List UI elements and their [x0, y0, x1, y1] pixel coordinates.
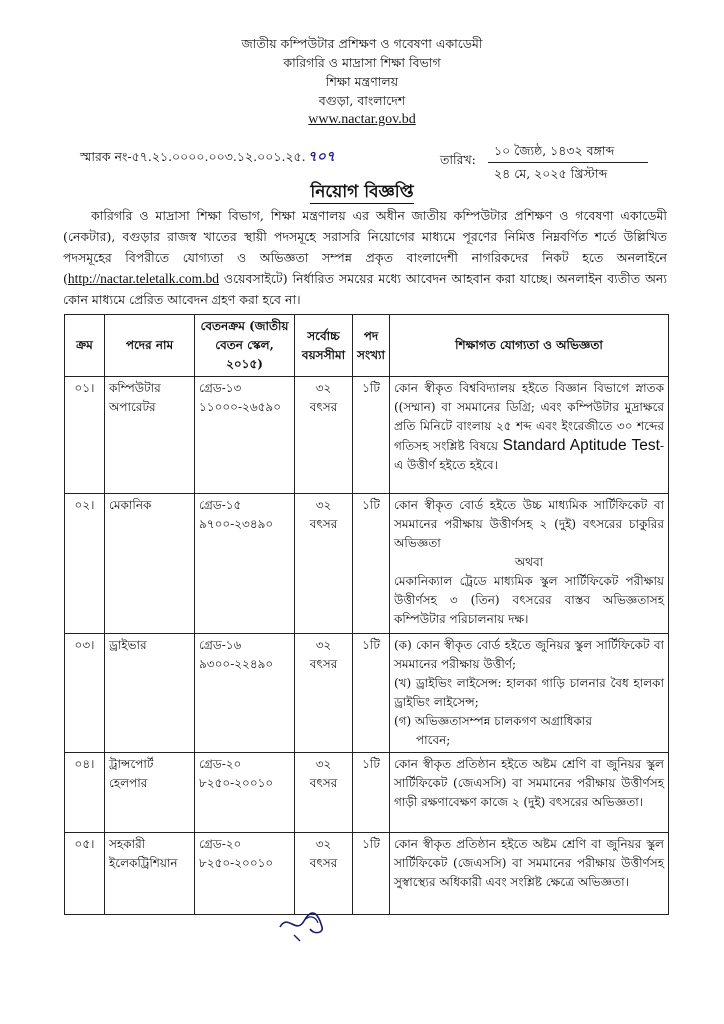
row-count: ১টি	[353, 833, 390, 915]
col-serial: ক্রম	[65, 315, 105, 377]
col-age: সর্বোচ্চ বয়সসীমা	[295, 315, 353, 377]
row-serial: ০১।	[65, 377, 105, 494]
row-count: ১টি	[353, 377, 390, 494]
date-english: ২৪ মে, ২০২৫ খ্রিস্টাব্দ	[494, 166, 608, 181]
table-row	[65, 753, 669, 833]
signature-icon	[274, 905, 338, 945]
table-row	[65, 634, 669, 753]
row-age: ৩২ বৎসর	[295, 753, 353, 833]
row-qualification: কোন স্বীকৃত প্রতিষ্ঠান হইতে অষ্টম শ্রেণি বা জুনিয়র স্কুল সার্টিফিকেট (জেএসসি) বা সমমানের পরীক্ষায় উত্তীর্ণসহ গাড়ী রক্ষণাবেক্ষণ কাজে ২ (দুই) বৎসরের অভিজ্ঞতা।	[390, 753, 669, 833]
date-label: তারিখ:	[440, 152, 476, 167]
row-count: ১টি	[353, 753, 390, 833]
row-qualification: কোন স্বীকৃত প্রতিষ্ঠান হইতে অষ্টম শ্রেণি বা জুনিয়র স্কুল সার্টিফিকেট (জেএসসি) বা সমমানের পরীক্ষায় উত্তীর্ণসহ সুস্বাস্থ্যের অধিকারী এবং সংশ্লিষ্ট ক্ষেত্রে অভিজ্ঞতা।	[390, 833, 669, 915]
row-post: ড্রাইভার	[105, 634, 195, 753]
col-post: পদের নাম	[105, 315, 195, 377]
row-scale: গ্রেড-১৫ ৯৭০০-২৩৪৯০	[195, 494, 295, 634]
col-scale: বেতনক্রম (জাতীয় বেতন স্কেল, ২০১৫)	[195, 315, 295, 377]
row-post: কম্পিউটার অপারেটর	[105, 377, 195, 494]
row-qualification: কোন স্বীকৃত বিশ্ববিদ্যালয় হইতে বিজ্ঞান বিভাগে স্নাতক ((সম্মান) বা সমমানের ডিগ্রি; এবং কম্পিউটার মুদ্রাক্ষরে প্রতি মিনিটে বাংলায় ২৫ শব্দ এবং ইংরেজীতে ৩০ শব্দের গতিসহ সংশ্লিষ্ট বিষয়ে Standard Aptitude Test-এ উত্তীর্ণ হইতে হইবে।	[390, 377, 669, 494]
memo-ref-label: স্মারক নং-৫৭.২১.০০০০.০০৩.১২.০০১.২৫.	[80, 149, 306, 164]
memo-handwritten-number: ৭০৭	[307, 149, 335, 165]
row-scale: গ্রেড-২০ ৮২৫০-২০০১০	[195, 753, 295, 833]
col-count: পদ সংখ্যা	[353, 315, 390, 377]
teletalk-link[interactable]: http://nactar.teletalk.com.bd	[67, 271, 219, 286]
row-post: ট্রান্সপোর্ট হেলপার	[105, 753, 195, 833]
signature-mark	[274, 905, 338, 945]
or-separator: অথবা	[514, 555, 544, 569]
table-row	[65, 833, 669, 915]
intro-text-2: ওয়েবসাইটে) নির্ধারিত সময়ের মধ্যে আবেদন আহবান করা যাচ্ছে। অনলাইন ব্যতীত অন্য কোন মাধ্যমে প্রেরিত আবেদন গ্রহণ করা হবে না।	[63, 271, 667, 307]
row-qualification: কোন স্বীকৃত বোর্ড হইতে উচ্চ মাধ্যমিক সার্টিফিকেট বা সমমানের পরীক্ষায় উত্তীর্ণসহ ২ (দুই) বৎসরের চাকুরির অভিজ্ঞতা অথবা মেকানিক্যাল ট্রেডে মাধ্যমিক স্কুল সার্টিফিকেট পরীক্ষায় উত্তীর্ণসহ ৩ (তিন) বৎসরের বাস্তব অভিজ্ঞতাসহ কম্পিউটার পরিচালনায় দক্ষ।	[390, 494, 669, 634]
row-age: ৩২ বৎসর	[295, 833, 353, 915]
row-age: ৩২ বৎসর	[295, 494, 353, 634]
location: বগুড়া, বাংলাদেশ	[318, 93, 406, 108]
row-age: ৩২ বৎসর	[295, 634, 353, 753]
col-qualification: শিক্ষাগত যোগ্যতা ও অভিজ্ঞতা	[390, 315, 669, 377]
notice-title: নিয়োগ বিজ্ঞপ্তি	[310, 182, 414, 202]
row-count: ১টি	[353, 494, 390, 634]
ministry-name: শিক্ষা মন্ত্রণালয়	[325, 74, 399, 89]
row-serial: ০৩।	[65, 634, 105, 753]
intro-paragraph	[63, 205, 667, 310]
division-name: কারিগরি ও মাদ্রাসা শিক্ষা বিভাগ	[283, 55, 441, 70]
row-serial: ০৪।	[65, 753, 105, 833]
row-count: ১টি	[353, 634, 390, 753]
row-scale: গ্রেড-২০ ৮২৫০-২০০১০	[195, 833, 295, 915]
row-post: মেকানিক	[105, 494, 195, 634]
table-row	[65, 494, 669, 634]
row-scale: গ্রেড-১৩ ১১০০০-২৬৫৯০	[195, 377, 295, 494]
date-bangla: ১০ জ্যৈষ্ঠ, ১৪৩২ বঙ্গাব্দ	[488, 140, 648, 163]
website-link[interactable]: www.nactar.gov.bd	[308, 112, 416, 127]
row-serial: ০৫।	[65, 833, 105, 915]
table-row	[65, 377, 669, 494]
intro-text-1: কারিগরি ও মাদ্রাসা শিক্ষা বিভাগ, শিক্ষা মন্ত্রণালয় এর অধীন জাতীয় কম্পিউটার প্রশিক্ষণ ও গবেষণা একাডেমী (নেকটার), বগুড়ার রাজস্ব খাতের স্থায়ী পদসমূহে সরাসরি নিয়োগের মাধ্যমে পূরণের নিমিত্ত নিম্নবর্ণিত শর্তে উল্লিখিত পদসমূহের বিপরীতে যোগ্যতা ও অভিজ্ঞতা সম্পন্ন প্রকৃত বাংলাদেশী নাগরিকদের নিকট হতে অনলাইনে (	[63, 208, 667, 286]
aptitude-test-text: Standard Aptitude Test	[502, 437, 660, 454]
table-header-row	[65, 315, 669, 377]
row-qualification: (ক) কোন স্বীকৃত বোর্ড হইতে জুনিয়র স্কুল সার্টিফিকেট বা সমমানের পরীক্ষায় উত্তীর্ণ; (খ) ড্রাইভিং লাইসেন্স: হালকা গাড়ি চালনার বৈধ হালকা ড্রাইভিং লাইসেন্স; (গ) অভিজ্ঞতাসম্পন্ন চালকগণ অগ্রাধিকার পাবেন;	[390, 634, 669, 753]
letterhead	[0, 34, 724, 129]
row-post: সহকারী ইলেকট্রিশিয়ান	[105, 833, 195, 915]
org-name: জাতীয় কম্পিউটার প্রশিক্ষণ ও গবেষণা একাডেমী	[241, 36, 483, 51]
row-age: ৩২ বৎসর	[295, 377, 353, 494]
vacancy-table	[64, 314, 669, 915]
memo-number	[80, 145, 335, 169]
row-scale: গ্রেড-১৬ ৯৩০০-২২৪৯০	[195, 634, 295, 753]
row-serial: ০২।	[65, 494, 105, 634]
